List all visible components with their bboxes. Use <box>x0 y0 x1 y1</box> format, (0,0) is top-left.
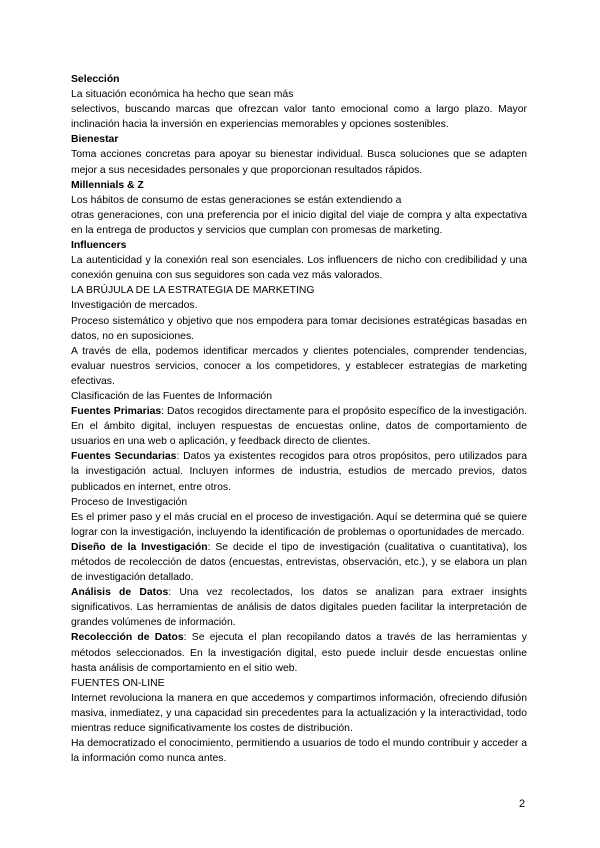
heading-seleccion: Selección <box>71 74 120 85</box>
brujula-paragraph-1: Proceso sistemático y objetivo que nos empodera para tomar decisiones estratégicas basadas en datos, no en suposiciones. <box>71 315 527 342</box>
millennials-body: otras generaciones, con una preferencia por el inicio digital del viaje de compra y alta expectativa en la entrega de productos y servicios que cumplan con promesas de marketing. <box>71 209 527 236</box>
bienestar-body: Toma acciones concretas para apoyar su bienestar individual. Busca soluciones que se adapten mejor a sus necesidades personales y que proporcionan resultados rápidos. <box>71 149 527 176</box>
recoleccion-datos <box>71 630 527 675</box>
recoleccion-label: Recolección de Datos <box>71 632 184 644</box>
investigacion-title: Investigación de mercados. <box>71 300 198 312</box>
seleccion-body: selectivos, buscando marcas que ofrezcan valor tanto emocional como a largo plazo. Mayor inclinación hacia la inversión en experiencias memorables y opciones sostenibles. <box>71 104 527 131</box>
diseno-label: Diseño de la Investigación <box>71 541 208 553</box>
analisis-label: Análisis de Datos <box>71 587 169 599</box>
fuentes-secundarias-label: Fuentes Secundarias <box>71 451 177 463</box>
clasificacion-title: Clasificación de las Fuentes de Información <box>71 390 272 402</box>
online-paragraph-1: Internet revoluciona la manera en que accedemos y compartimos información, ofreciendo difusión masiva, inmediatez, y una capacidad sin precedentes para la actualización y la interactividad, todo mientras reduce significativamente los costes de distribución. <box>71 692 527 735</box>
brujula-paragraph-2: A través de ella, podemos identificar mercados y clientes potenciales, comprender tendencias, evaluar nuestros servicios, conocer a los competidores, y establecer estrategias de marketing efectivas. <box>71 345 527 387</box>
fuentes-primarias <box>71 404 527 449</box>
analisis-datos <box>71 585 527 630</box>
heading-millennials: Millennials & Z <box>71 179 144 191</box>
proceso-intro: Es el primer paso y el más crucial en el proceso de investigación. Aquí se determina qué se quiere lograr con la investigación, incluyendo la identificación de problemas o oportunidades de mercado. <box>71 511 527 538</box>
proceso-title: Proceso de Investigación <box>71 496 188 508</box>
document-page <box>71 72 527 766</box>
millennials-line1: Los hábitos de consumo de estas generaciones se están extendiendo a <box>71 194 402 206</box>
influencers-body: La autenticidad y la conexión real son esenciales. Los influencers de nicho con credibilidad y una conexión genuina con sus seguidores son cada vez más valorados. <box>71 255 527 282</box>
online-paragraph-2: Ha democratizado el conocimiento, permitiendo a usuarios de todo el mundo contribuir y acceder a la información como nunca antes. <box>71 738 527 765</box>
fuentes-secundarias <box>71 449 527 494</box>
analisis-text: : Una vez recolectados, los datos se analizan para extraer insights significativos. Las herramientas de análisis de datos digitales pueden facilitar la interpretación de grandes volúmenes de información. <box>71 587 527 629</box>
fuentes-primarias-label: Fuentes Primarias <box>71 406 162 418</box>
heading-bienestar: Bienestar <box>71 134 119 146</box>
diseno-investigacion <box>71 540 527 585</box>
seleccion-line1: La situación económica ha hecho que sean más <box>71 89 294 101</box>
brujula-title: LA BRÚJULA DE LA ESTRATEGIA DE MARKETING <box>71 285 315 297</box>
diseno-text: : Se decide el tipo de investigación (cualitativa o cuantitativa), los métodos de recolección de datos (encuestas, entrevistas, observación, etc.), y se elabora un plan de investigación detallado. <box>71 541 527 584</box>
page-number: 2 <box>519 798 526 810</box>
fuentes-primarias-text: : Datos recogidos directamente para el propósito específico de la investigación. En el ámbito digital, incluyen respuestas de encuestas online, datos de comportamiento de usuarios en una web o aplicación, y feedback directo de clientes. <box>71 406 527 448</box>
fuentes-secundarias-text: : Datos ya existentes recogidos para otros propósitos, pero utilizados para la investigación actual. Incluyen informes de industria, estudios de mercado previos, datos publicados en internet, entre otros. <box>71 451 528 493</box>
online-title: FUENTES ON-LINE <box>71 677 165 689</box>
recoleccion-text: : Se ejecuta el plan recopilando datos a través de las herramientas y métodos seleccionados. En la investigación digital, esto puede incluir desde encuestas online hasta análisis de comportamiento en el sitio web. <box>71 632 528 674</box>
heading-influencers: Influencers <box>71 240 127 252</box>
